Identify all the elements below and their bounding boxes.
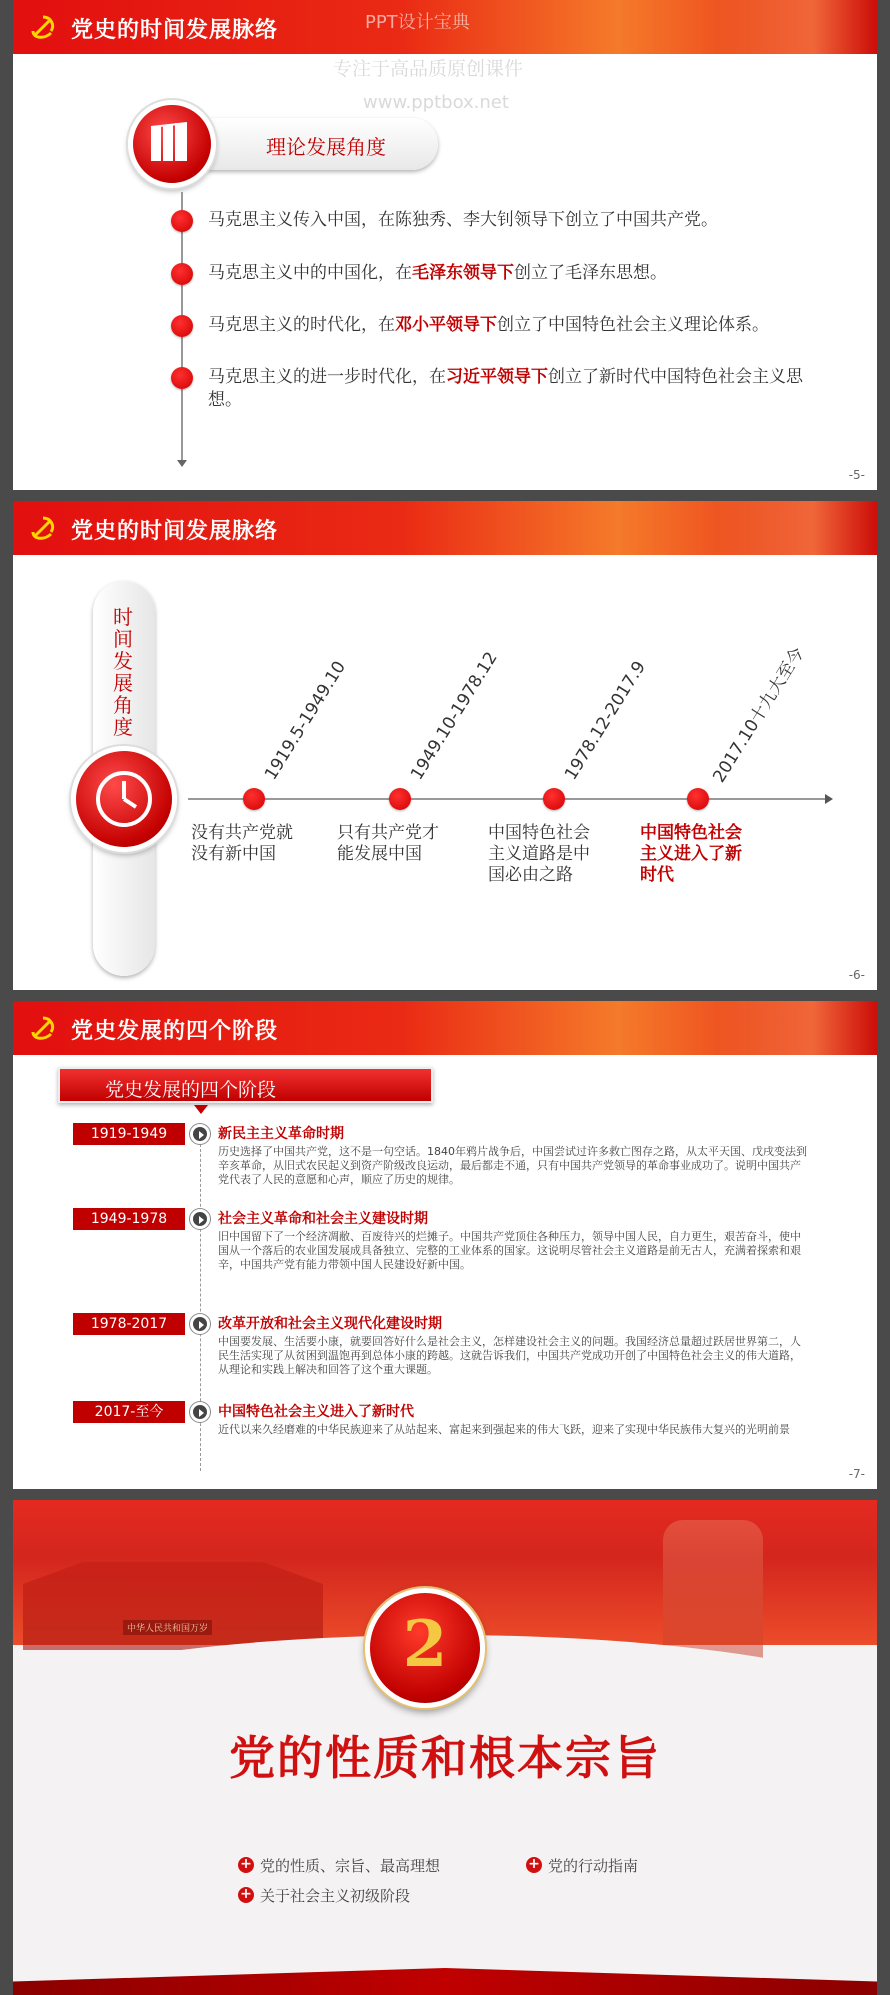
page-number: -5- xyxy=(848,468,865,482)
phase-title: 中国特色社会主义进入了新时代 xyxy=(218,1404,414,1420)
books-icon xyxy=(133,105,211,183)
slide-6 xyxy=(13,501,877,990)
period-text: 只有共产党才能发展中国 xyxy=(337,823,439,864)
vertical-label: 时间发展角度 xyxy=(113,605,133,739)
page-number: -7- xyxy=(848,1467,865,1481)
flag-decoration xyxy=(717,501,877,555)
phase-text: 旧中国留下了一个经济凋敝、百废待兴的烂摊子。中国共产党顶住各种压力，领导中国人民，自力更生，艰苦奋斗，使中国从一个落后的农业国发展成具备独立、完整的工业体系的国家。这说明尽管社会主义道路是前无古人，充满着探索和艰辛，中国共产党有能力带领中国人民建设好新中国。 xyxy=(218,1230,801,1271)
phase-text: 近代以来久经磨难的中华民族迎来了从站起来、富起来到强起来的伟大飞跃，迎来了实现中华民族伟大复兴的光明前景 xyxy=(218,1423,790,1436)
bullet-text: 马克思主义传入中国，在陈独秀、李大钊领导下创立了中国共产党。 xyxy=(208,210,718,230)
banner-pointer xyxy=(194,1105,208,1114)
timeline-arrow xyxy=(825,794,833,804)
clock-icon-circle xyxy=(71,746,177,852)
period-date: 1978.12-2017.9 xyxy=(561,657,650,784)
page-number: -6- xyxy=(848,968,865,982)
slide-header xyxy=(13,1001,877,1055)
gate-sign: 中华人民共和国万岁 xyxy=(123,1620,212,1635)
huabiao-image xyxy=(663,1520,763,1660)
header-title: 党史发展的四个阶段 xyxy=(71,1019,279,1044)
watermark-line2: www.pptbox.net xyxy=(363,92,509,113)
phase-text: 中国要发展、生活要小康，就要回答好什么是社会主义，怎样建设社会主义的问题。我国经济总量超过跃居世界第二，人民生活实现了从贫困到温饱再到总体小康的跨越。这就告诉我们，中国共产党成功开创了中国特色社会主义的伟大道路，从理论和实践上解决和回答了这个重大课题。 xyxy=(218,1335,801,1376)
watermark-logo-text: PPT设计宝典 xyxy=(365,12,470,33)
slide-7 xyxy=(13,1001,877,1489)
timeline-node xyxy=(389,788,411,810)
watermark-line1: 专注于高品质原创课件 xyxy=(333,58,524,80)
phase-years: 2017-至今 xyxy=(73,1401,185,1423)
phase-title: 社会主义革命和社会主义建设时期 xyxy=(218,1211,428,1227)
timeline-node xyxy=(687,788,709,810)
section-item: 关于社会主义初级阶段 xyxy=(260,1887,411,1905)
header-title: 党史的时间发展脉络 xyxy=(71,18,279,43)
section-title: 党的性质和根本宗旨 xyxy=(229,1731,661,1785)
slide-header xyxy=(13,501,877,555)
section-number-badge xyxy=(365,1588,485,1708)
topic-pill-label: 理论发展角度 xyxy=(266,135,386,159)
bullet-dot xyxy=(171,210,193,232)
timeline-line xyxy=(188,798,828,800)
flag-decoration xyxy=(717,0,877,54)
party-emblem-icon xyxy=(29,1014,57,1042)
clock-icon xyxy=(76,751,172,847)
period-text-highlight: 中国特色社会主义进入了新时代 xyxy=(640,823,742,885)
plus-icon: + xyxy=(526,1857,542,1873)
play-icon xyxy=(190,1314,210,1334)
period-date: 1919.5-1949.10 xyxy=(261,657,350,784)
timeline-arrow xyxy=(177,460,187,467)
bullet-text: 马克思主义的进一步时代化，在习近平领导下创立了新时代中国特色社会主义思想。 xyxy=(208,367,803,410)
phase-title: 改革开放和社会主义现代化建设时期 xyxy=(218,1316,442,1332)
period-text: 没有共产党就没有新中国 xyxy=(191,823,293,864)
topic-pill xyxy=(188,118,438,170)
flag-decoration xyxy=(717,1001,877,1055)
play-icon xyxy=(190,1209,210,1229)
plus-icon: + xyxy=(238,1887,254,1903)
period-date: 2017.10十九大至今 xyxy=(709,643,809,787)
bullet-text: 马克思主义中的中国化，在毛泽东领导下创立了毛泽东思想。 xyxy=(208,263,667,283)
plus-icon: + xyxy=(238,1857,254,1873)
bullet-text: 马克思主义的时代化，在邓小平领导下创立了中国特色社会主义理论体系。 xyxy=(208,315,769,335)
bullet-dot xyxy=(171,367,193,389)
section-banner xyxy=(58,1067,433,1103)
phase-years: 1978-2017 xyxy=(73,1313,185,1335)
phase-text: 历史选择了中国共产党，这不是一句空话。1840年鸦片战争后，中国尝试过许多救亡图存之路，从太平天国、戊戌变法到辛亥革命，从旧式农民起义到资产阶级改良运动，最后都走不通，只有中国共产党领导的革命事业成功了。说明中国共产党代表了人民的意愿和心声，顺应了历史的规律。 xyxy=(218,1145,807,1186)
slide-5 xyxy=(13,0,877,490)
timeline-node xyxy=(243,788,265,810)
section-item: 党的行动指南 xyxy=(548,1857,639,1875)
header-title: 党史的时间发展脉络 xyxy=(71,519,279,544)
period-date: 1949.10-1978.12 xyxy=(407,648,502,784)
phase-years: 1949-1978 xyxy=(73,1208,185,1230)
banner-label: 党史发展的四个阶段 xyxy=(105,1079,277,1101)
phase-years: 1919-1949 xyxy=(73,1123,185,1145)
party-emblem-icon xyxy=(29,514,57,542)
phase-title: 新民主主义革命时期 xyxy=(218,1126,344,1142)
bullet-dot xyxy=(171,315,193,337)
timeline-node xyxy=(543,788,565,810)
section-title-slide xyxy=(13,1500,877,1995)
bottom-red-band xyxy=(13,1968,877,1995)
books-icon-circle xyxy=(128,100,216,188)
section-number: 2 xyxy=(402,1607,448,1682)
play-icon xyxy=(190,1402,210,1422)
period-text: 中国特色社会主义道路是中国必由之路 xyxy=(488,823,590,885)
section-item: 党的性质、宗旨、最高理想 xyxy=(260,1857,441,1875)
play-icon xyxy=(190,1124,210,1144)
party-emblem-icon xyxy=(29,13,57,41)
slide-header xyxy=(13,0,877,54)
bullet-dot xyxy=(171,263,193,285)
